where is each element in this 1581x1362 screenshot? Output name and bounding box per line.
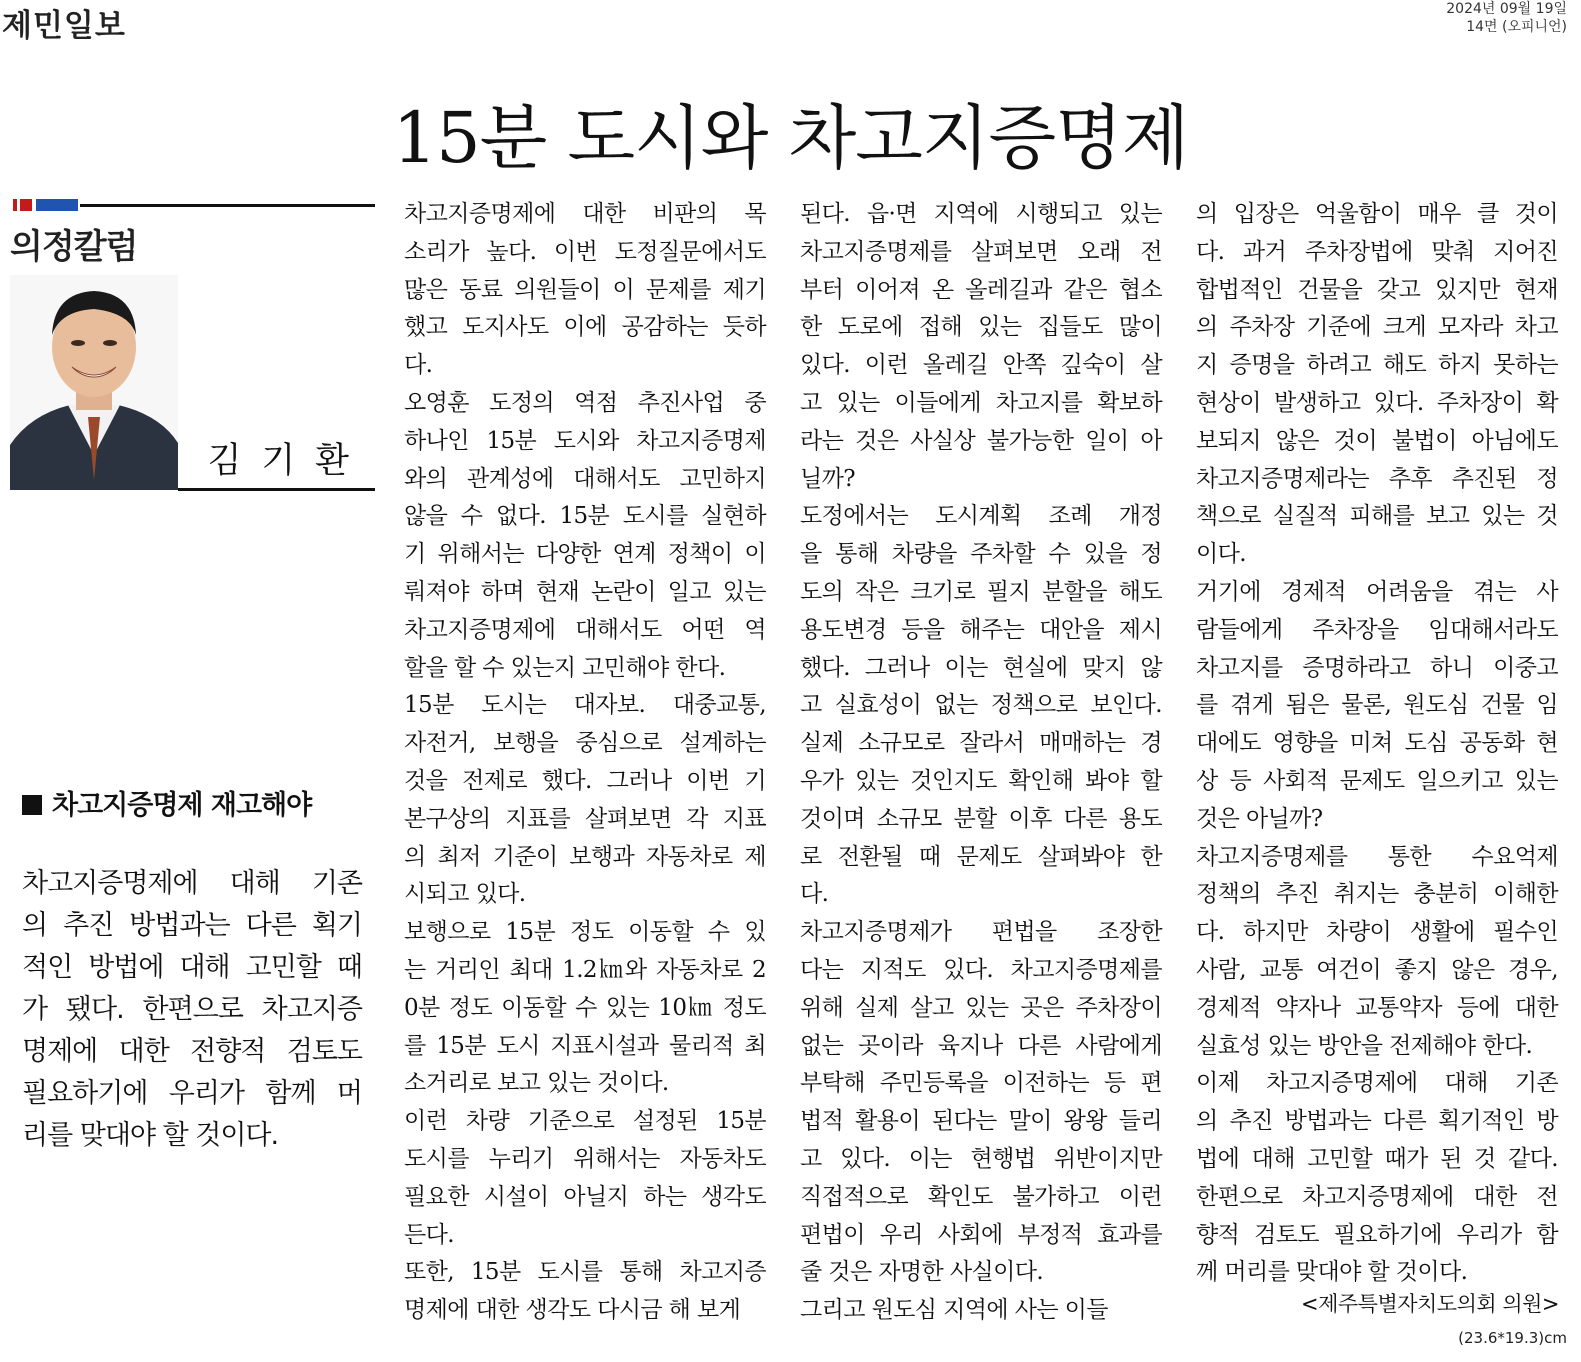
text-line: 법에 대해 고민할 때가 된 것 같다. <box>1196 1145 1558 1172</box>
text-line: 든다. <box>404 1221 454 1248</box>
text-line: 15분 도시는 대자보. 대중교통, <box>404 692 766 719</box>
text-line: 사람, 교통 여건이 좋지 않은 경우, <box>1196 956 1558 983</box>
text-line: 상 등 사회적 문제도 일으키고 있는 <box>1196 767 1558 794</box>
text-line: 실제 소규모로 잘라서 매매하는 경 <box>800 730 1162 757</box>
issue-date: 2024년 09월 19일 <box>1446 1 1567 17</box>
newspaper-masthead: 제민일보 <box>2 8 126 44</box>
text-line: 대에도 영향을 미쳐 도심 공동화 현 <box>1196 730 1558 757</box>
column-series-name: 의정칼럼 <box>10 227 138 267</box>
text-line: 이다. <box>1196 541 1246 568</box>
text-line: 의 주차장 기준에 크게 모자라 차고 <box>1196 314 1558 341</box>
author-portrait-image <box>10 275 178 490</box>
text-line: 했고 도지사도 이에 공감하는 듯하 <box>404 314 766 341</box>
text-line: 을 통해 차량을 주차할 수 있을 정 <box>800 541 1162 568</box>
text-line: 의 입장은 억울함이 매우 클 것이 <box>1196 201 1558 227</box>
text-line: 람들에게 주차장을 임대해서라도 <box>1196 616 1558 643</box>
text-line: 실효성 있는 방안을 전제해야 한다. <box>1196 1032 1533 1059</box>
author-affiliation: <제주특별자치도의회 의원> <box>1300 1292 1559 1316</box>
text-line: 로 전환될 때 문제도 살펴봐야 한 <box>800 843 1162 870</box>
text-line: 편법이 우리 사회에 부정적 효과를 <box>800 1221 1162 1248</box>
text-line: 자전거, 보행을 중심으로 설계하는 <box>404 730 766 757</box>
issue-page: 14면 (오피니언) <box>1466 19 1567 35</box>
text-line: 다. 하지만 차량이 생활에 필수인 <box>1196 919 1558 946</box>
text-line: 의 최저 기준이 보행과 자동차로 제 <box>404 843 766 870</box>
text-line: 현상이 발생하고 있다. 주차장이 확 <box>1196 389 1558 416</box>
summary-line: 리를 맞대야 할 것이다. <box>22 1120 279 1151</box>
text-line: 합법적인 건물을 갖고 있지만 현재 <box>1196 276 1558 303</box>
summary-line: 명제에 대한 전향적 검토도 <box>22 1036 362 1067</box>
summary-line: 적인 방법에 대해 고민할 때 <box>22 952 362 983</box>
text-line: 우가 있는 것인지도 확인해 봐야 할 <box>800 767 1162 794</box>
author-portrait <box>10 275 178 490</box>
text-line: 것을 전제로 했다. 그러나 이번 기 <box>404 767 766 794</box>
text-line: 차고지증명제에 대해서도 어떤 역 <box>404 616 766 643</box>
text-line: 것은 아닐까? <box>1196 805 1323 832</box>
issue-meta <box>1446 0 1567 36</box>
text-line: 위해 실제 살고 있는 곳은 주차장이 <box>800 994 1162 1021</box>
text-line: 않을 수 없다. 15분 도시를 실현하 <box>404 503 766 530</box>
text-line: 줄 것은 자명한 사실이다. <box>800 1259 1044 1286</box>
text-line: 경제적 약자나 교통약자 등에 대한 <box>1196 994 1558 1021</box>
text-line: 책으로 실질적 피해를 보고 있는 것 <box>1196 503 1558 530</box>
text-line: 필요한 시설이 아닐지 하는 생각도 <box>404 1183 766 1210</box>
text-line: 차고지증명제를 살펴보면 오래 전 <box>800 238 1162 265</box>
summary-subhead-text: 차고지증명제 재고해야 <box>52 790 312 821</box>
text-line: 다. <box>800 881 829 908</box>
text-line: 다는 지적도 있다. 차고지증명제를 <box>800 956 1162 983</box>
text-line: 의 추진 방법과는 다른 획기적인 방 <box>1196 1108 1558 1135</box>
text-line: 한 도로에 접해 있는 집들도 많이 <box>800 314 1162 341</box>
text-line: 고 있는 이들에게 차고지를 확보하 <box>800 389 1162 416</box>
text-line: 지 증명을 하려고 해도 하지 못하는 <box>1196 352 1558 379</box>
text-line: 많은 동료 의원들이 이 문제를 제기 <box>404 276 766 303</box>
body-column-2 <box>800 196 1162 1330</box>
text-line: 보되지 않은 것이 불법이 아님에도 <box>1196 427 1558 454</box>
summary-line: 가 됐다. 한편으로 차고지증 <box>22 994 362 1025</box>
summary-box <box>22 863 362 1157</box>
text-line: 를 15분 도시 지표시설과 물리적 최 <box>404 1032 766 1059</box>
text-line: 정책의 추진 취지는 충분히 이해한 <box>1196 881 1558 908</box>
author-name: 김기환 <box>207 441 369 481</box>
article-headline: 15분 도시와 차고지증명제 <box>392 96 1189 179</box>
text-line: 뤄져야 하며 현재 논란이 일고 있는 <box>404 578 766 605</box>
column-marker <box>10 199 375 211</box>
text-line: 차고지증명제가 편법을 조장한 <box>800 919 1162 946</box>
text-line: 보행으로 15분 정도 이동할 수 있 <box>404 919 766 946</box>
author-underline <box>178 488 375 491</box>
text-line: 된다. 읍·면 지역에 시행되고 있는 <box>800 201 1162 227</box>
text-line: 용도변경 등을 해주는 대안을 제시 <box>800 616 1162 643</box>
text-line: 도시를 누리기 위해서는 자동차도 <box>404 1145 766 1172</box>
text-line: 차고지증명제에 대한 비판의 목 <box>404 201 766 227</box>
text-line: 다. 과거 주차장법에 맞춰 지어진 <box>1196 238 1558 265</box>
text-line: 는 거리인 최대 1.2㎞와 자동차로 2 <box>404 956 766 983</box>
text-line: 차고지증명제라는 추후 추진된 정 <box>1196 465 1558 492</box>
text-line: 이제 차고지증명제에 대해 기존 <box>1196 1070 1558 1097</box>
text-line: 없는 곳이라 육지나 다른 사람에게 <box>800 1032 1162 1059</box>
text-line: 이런 차량 기준으로 설정된 15분 <box>404 1108 766 1135</box>
summary-line: 필요하기에 우리가 함께 머 <box>22 1078 362 1109</box>
text-line: 것이며 소규모 분할 이후 다른 용도 <box>800 805 1162 832</box>
summary-line: 의 추진 방법과는 다른 획기 <box>22 910 362 941</box>
text-line: 다. <box>404 352 433 379</box>
text-line: 또한, 15분 도시를 통해 차고지증 <box>404 1259 766 1286</box>
text-line: 소리가 높다. 이번 도정질문에서도 <box>404 238 766 265</box>
text-line: 기 위해서는 다양한 연계 정책이 이 <box>404 541 766 568</box>
text-line: 하나인 15분 도시와 차고지증명제 <box>404 427 766 454</box>
text-line: 와의 관계성에 대해서도 고민하지 <box>404 465 766 492</box>
text-line: 차고지를 증명하라고 하니 이중고 <box>1196 654 1558 681</box>
text-line: 고 실효성이 없는 정책으로 보인다. <box>800 692 1162 719</box>
body-column-3 <box>1196 196 1558 1292</box>
text-line: 부터 이어져 온 올레길과 같은 협소 <box>800 276 1162 303</box>
text-line: 닐까? <box>800 465 855 492</box>
text-line: 직접적으로 확인도 불가하고 이런 <box>800 1183 1162 1210</box>
text-line: 그리고 원도심 지역에 사는 이들 <box>800 1297 1108 1324</box>
text-line: 도정에서는 도시계획 조례 개정 <box>800 503 1162 530</box>
text-line: 소거리로 보고 있는 것이다. <box>404 1070 669 1097</box>
text-line: 고 있다. 이는 현행법 위반이지만 <box>800 1145 1162 1172</box>
text-line: 부탁해 주민등록을 이전하는 등 편 <box>800 1070 1162 1097</box>
text-line: 본구상의 지표를 살펴보면 각 지표 <box>404 805 766 832</box>
text-line: 라는 것은 사실상 불가능한 일이 아 <box>800 427 1162 454</box>
summary-subhead <box>22 783 311 822</box>
text-line: 시되고 있다. <box>404 881 526 908</box>
text-line: 께 머리를 맞대야 할 것이다. <box>1196 1259 1468 1286</box>
summary-line: 차고지증명제에 대해 기존 <box>22 868 362 899</box>
text-line: 0분 정도 이동할 수 있는 10㎞ 정도 <box>404 994 766 1021</box>
text-line: 도의 작은 크기로 필지 분할을 해도 <box>800 578 1162 605</box>
text-line: 있다. 이런 올레길 안쪽 깊숙이 살 <box>800 352 1162 379</box>
article-size-note: (23.6*19.3)cm <box>1458 1329 1567 1347</box>
text-line: 명제에 대한 생각도 다시금 해 보게 <box>404 1297 741 1324</box>
body-column-1 <box>404 196 766 1330</box>
text-line: 오영훈 도정의 역점 추진사업 중 <box>404 389 766 416</box>
text-line: 했다. 그러나 이는 현실에 맞지 않 <box>800 654 1162 681</box>
text-line: 할을 할 수 있는지 고민해야 한다. <box>404 654 726 681</box>
text-line: 를 겪게 됨은 물론, 원도심 건물 임 <box>1196 692 1558 719</box>
text-line: 향적 검토도 필요하기에 우리가 함 <box>1196 1221 1558 1248</box>
text-line: 거기에 경제적 어려움을 겪는 사 <box>1196 578 1558 605</box>
text-line: 한편으로 차고지증명제에 대한 전 <box>1196 1183 1558 1210</box>
text-line: 법적 활용이 된다는 말이 왕왕 들리 <box>800 1108 1162 1135</box>
square-bullet-icon <box>22 795 42 815</box>
text-line: 차고지증명제를 통한 수요억제 <box>1196 843 1558 870</box>
